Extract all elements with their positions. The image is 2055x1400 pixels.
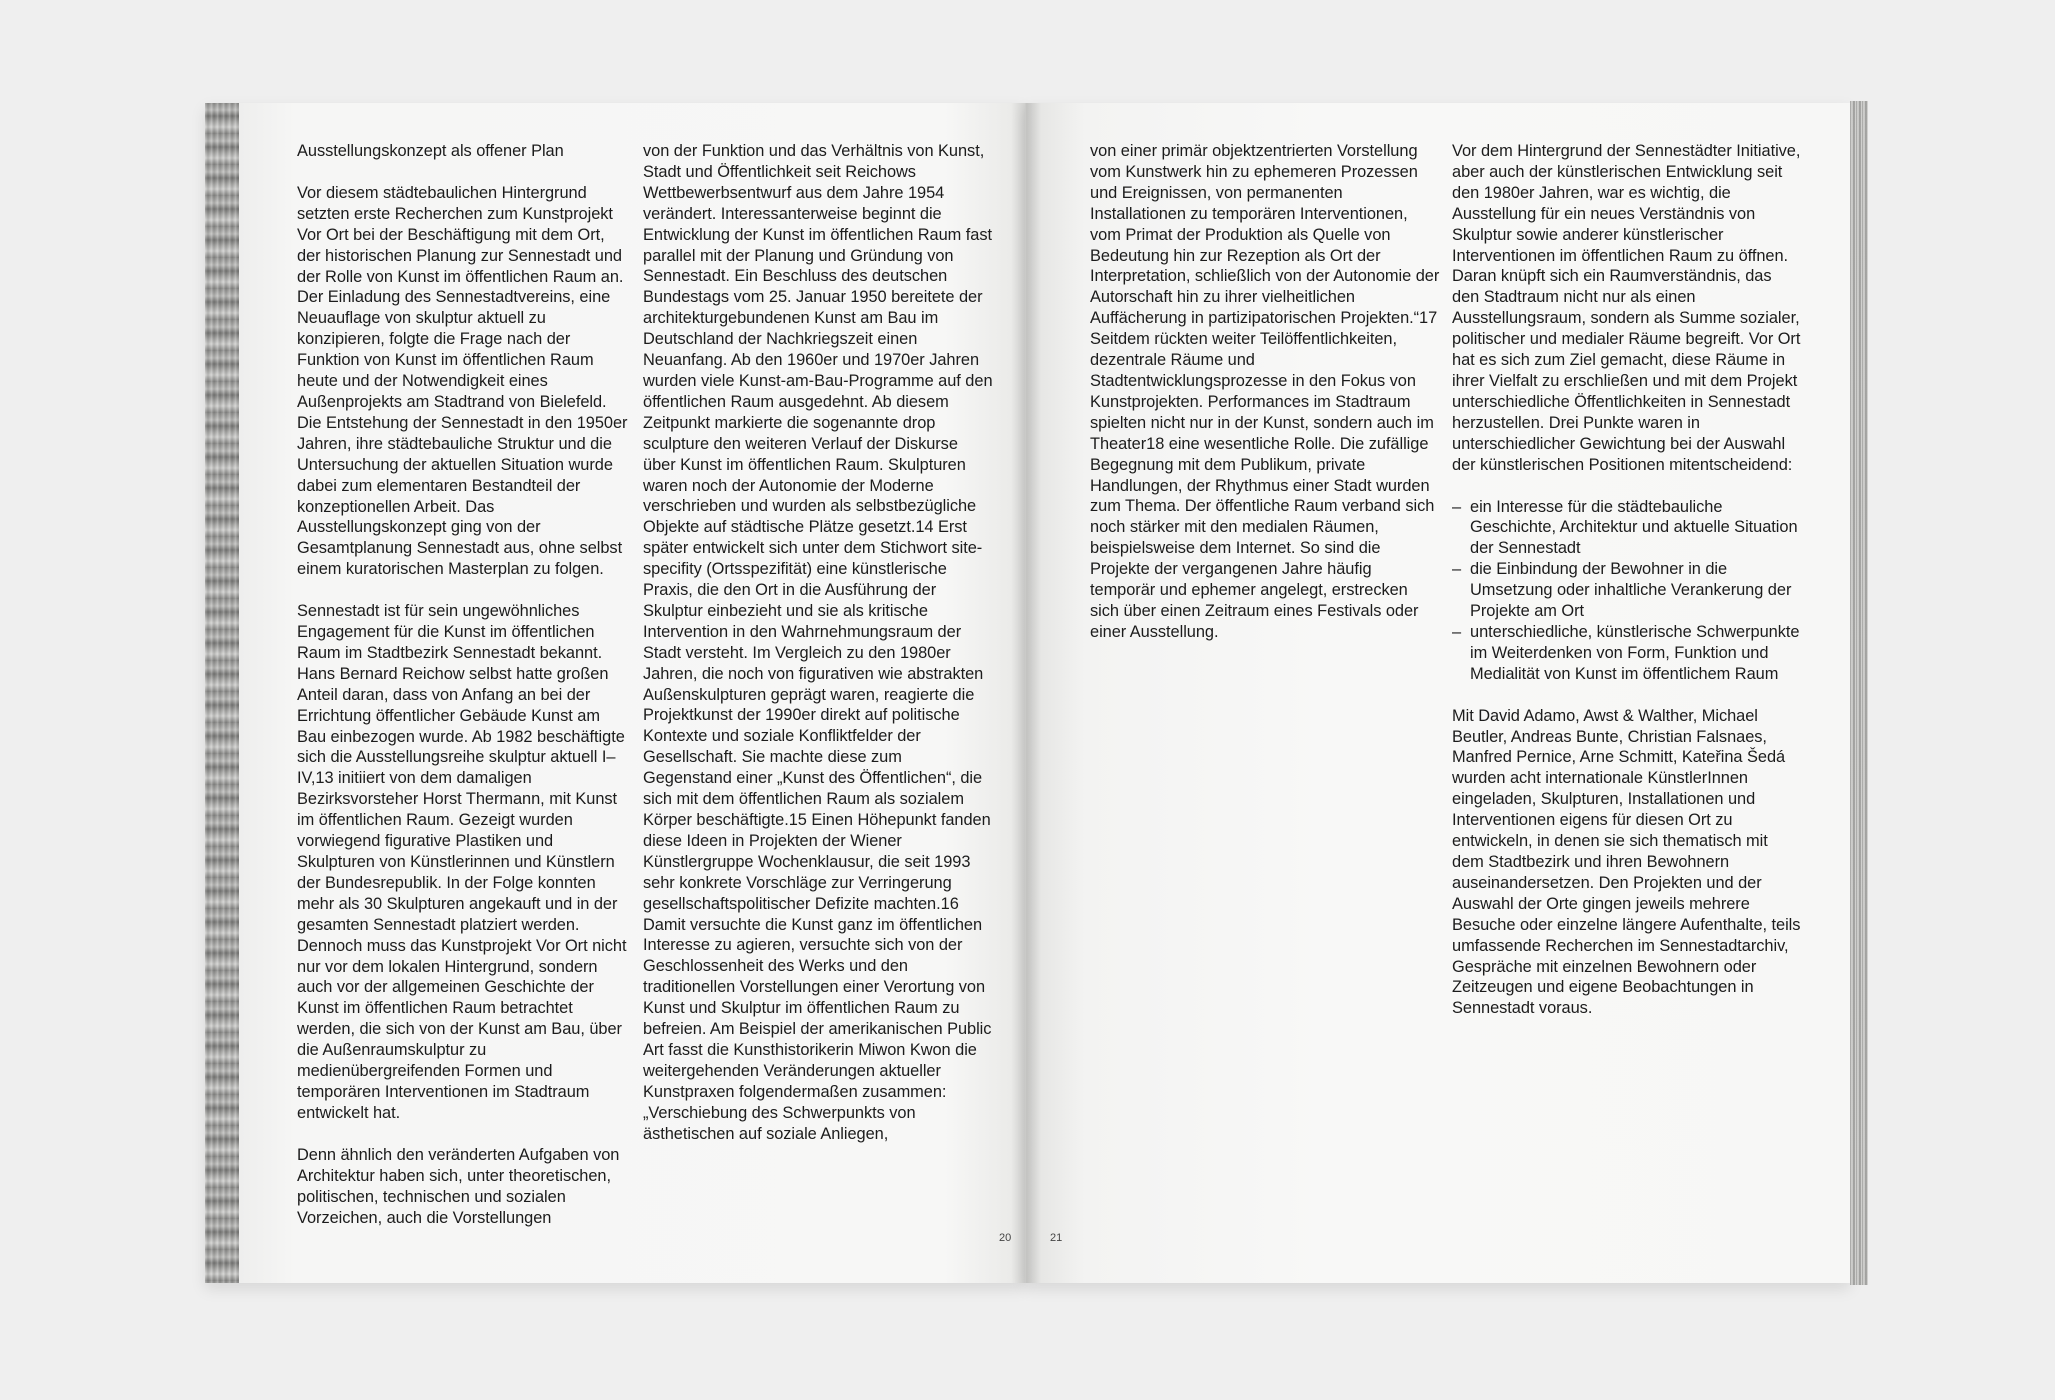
gutter-shadow xyxy=(1011,103,1041,1283)
left-page xyxy=(205,103,1025,1283)
paragraph: Denn ähnlich den veränderten Aufgaben von Architektur haben sich, unter theoretischen, politischen, technischen und sozialen Vorzeichen, auch die Vorstellungen xyxy=(297,1145,620,1227)
paragraph: Vor dem Hintergrund der Sennestädter Initiative, aber auch der künstlerischen Entwicklung seit den 1980er Jahren, war es wichtig, die Ausstellung für ein neues Verständnis von Skulptur sowie anderer künstlerischer Interventionen im öffentlichen Raum zu öffnen. Daran knüpft sich ein Raumverständnis, das den Stadtraum nicht nur als einen Ausstellungsraum, sondern als Summe sozialer, politischer und medialer Räume begreift. Vor Ort hat es sich zum Ziel gemacht, diese Räume in ihrer Vielfalt zu erschließen und mit dem Projekt unterschiedliche Öffentlichkeiten in Sennestadt herzustellen. Drei Punkte waren in unterschiedlicher Gewichtung bei der Auswahl der künstlerischen Positionen mitentscheidend: xyxy=(1452,142,1801,474)
page-number-right: 21 xyxy=(1050,1232,1063,1244)
section-heading: Ausstellungskonzept als offener Plan xyxy=(297,142,564,160)
paragraph: von der Funktion und das Verhältnis von Kunst, Stadt und Öffentlichkeit seit Reichows Wettbewerbsentwurf aus dem Jahre 1954 verändert. Interessanterweise beginnt die Entwicklung der Kunst im öffentlichen Raum fast parallel mit der Planung und Gründung von Sennestadt. Ein Beschluss des deutschen Bundestags vom 25. Januar 1950 bereitete der architekturgebundenen Kunst am Bau im Deutschland der Nachkriegszeit einen Neuanfang. Ab den 1960er und 1970er Jahren wurden viele Kunst-am-Bau-Programme auf den öffentlichen Raum ausgedehnt. Ab diesem Zeitpunkt markierte die sogenannte drop sculpture den weiteren Verlauf der Diskurse über Kunst im öffentlichen Raum. Skulpturen waren noch der Autonomie der Moderne verschrieben und wurden als selbstbezügliche Objekte auf städtische Plätze gesetzt.14 Erst später entwickelt sich unter dem Stichwort site-specifity (Ortsspezifität) eine künstlerische Praxis, die den Ort in die Ausführung der Skulptur einbezieht und sie als kritische Intervention in den Wahrnehmungsraum der Stadt versteht. Im Vergleich zu den 1980er Jahren, die noch von figurativen wie abstrakten Außenskulpturen geprägt waren, reagierte die Projektkunst der 1990er direkt auf politische Kontexte und soziale Konfliktfelder der Gesellschaft. Sie machte diese zum Gegenstand einer „Kunst des Öffentlichen“, die sich mit dem öffentlichen Raum als sozialem Körper beschäftigte.15 Einen Höhepunkt fanden diese Ideen in Projekten der Wiener Künstlergruppe Wochenklausur, die seit 1993 sehr konkrete Vorschläge zur Verringerung gesellschaftspolitischer Defizite machten.16 Damit versuchte die Kunst ganz im öffentlichen Interesse zu agieren, versuchte sich von der Geschlossenheit des Werks und den traditionellen Vorstellungen einer Verortung von Kunst und Skulptur im öffentlichen Raum zu befreien. Am Beispiel der amerikanischen Public Art fasst die Kunsthistorikerin Miwon Kwon die weitergehenden Veränderungen aktueller Kunstpraxen folgendermaßen zusammen: „Verschiebung des Schwerpunkts von ästhetischen auf soziale Anliegen, xyxy=(643,142,993,1143)
photo-strip-edge xyxy=(205,103,239,1283)
book-spread xyxy=(205,103,1875,1283)
page-number-left: 20 xyxy=(999,1232,1012,1244)
right-column-1 xyxy=(1090,141,1440,664)
list-item: – ein Interesse für die städtebauliche Geschichte, Architektur und aktuelle Situation der Sennestadt xyxy=(1452,497,1802,560)
paragraph: Mit David Adamo, Awst & Walther, Michael Beutler, Andreas Bunte, Christian Falsnaes, Manfred Pernice, Arne Schmitt, Kateřina Šedá wurden acht internationale KünstlerInnen eingeladen, Skulpturen, Installationen und Interventionen eigens für diesen Ort zu entwickeln, in denen sie sich thematisch mit dem Stadtbezirk und ihren Bewohnern auseinandersetzen. Den Projekten und der Auswahl der Orte gingen jeweils mehrere Besuche oder einzelne längere Aufenthalte, teils umfassende Recherchen im Sennestadtarchiv, Gespräche mit einzelnen Bewohnern oder Zeitzeugen und eigene Beobachtungen in Sennestadt voraus. xyxy=(1452,706,1801,1018)
criteria-list xyxy=(1452,497,1802,685)
left-column-1 xyxy=(297,141,632,1249)
page-stack-edge xyxy=(1850,101,1868,1285)
right-column-2 xyxy=(1452,141,1802,1040)
list-item: – unterschiedliche, künstlerische Schwerpunkte im Weiterdenken von Form, Funktion und Medialität von Kunst im öffentlichem Raum xyxy=(1452,622,1802,685)
paragraph: Vor diesem städtebaulichen Hintergrund setzten erste Recherchen zum Kunstprojekt Vor Ort bei der Beschäftigung mit dem Ort, der historischen Planung zur Sennestadt und der Rolle von Kunst im öffentlichen Raum an. Der Einladung des Sennestadtvereins, eine Neuauflage von skulptur aktuell zu konzipieren, folgte die Frage nach der Funktion von Kunst im öffentlichen Raum heute und der Notwendigkeit eines Außenprojekts am Stadtrand von Bielefeld. Die Entstehung der Sennestadt in den 1950er Jahren, ihre städtebauliche Struktur und die Untersuchung der aktuellen Situation wurde dabei zum elementaren Bestandteil der konzeptionellen Arbeit. Das Ausstellungskonzept ging von der Gesamtplanung Sennestadt aus, ohne selbst einem kuratorischen Masterplan zu folgen. xyxy=(297,183,628,579)
paragraph: von einer primär objektzentrierten Vorstellung vom Kunstwerk hin zu ephemeren Prozessen und Ereignissen, von permanenten Installationen zu temporären Interventionen, vom Primat der Produktion als Quelle von Bedeutung hin zur Rezeption als Ort der Interpretation, schließlich von der Autonomie der Autorschaft hin zu ihrer vielheitlichen Auffächerung in partizipatorischen Projekten.“17 Seitdem rückten weiter Teilöffentlichkeiten, dezentrale Räume und Stadtentwicklungsprozesse in den Fokus von Kunstprojekten. Performances im Stadtraum spielten nicht nur in der Kunst, sondern auch im Theater18 eine wesentliche Rolle. Die zufällige Begegnung mit dem Publikum, private Handlungen, der Rhythmus einer Stadt wurden zum Thema. Der öffentliche Raum verband sich noch stärker mit den medialen Räumen, beispielsweise dem Internet. So sind die Projekte der vergangenen Jahre häufig temporär und ephemer angelegt, erstrecken sich über einen Zeitraum eines Festivals oder einer Ausstellung. xyxy=(1090,142,1440,641)
list-item: – die Einbindung der Bewohner in die Umsetzung oder inhaltliche Verankerung der Projekte am Ort xyxy=(1452,559,1802,622)
paragraph: Sennestadt ist für sein ungewöhnliches Engagement für die Kunst im öffentlichen Raum im Stadtbezirk Sennestadt bekannt. Hans Bernard Reichow selbst hatte großen Anteil daran, dass von Anfang an bei der Errichtung öffentlicher Gebäude Kunst am Bau einbezogen wurde. Ab 1982 beschäftigte sich die Ausstellungsreihe skulptur aktuell I–IV,13 initiiert von dem damaligen Bezirksvorsteher Horst Thermann, mit Kunst im öffentlichen Raum. Gezeigt wurden vorwiegend figurative Plastiken und Skulpturen von Künstlerinnen und Künstlern der Bundesrepublik. In der Folge konnten mehr als 30 Skulpturen angekauft und in der gesamten Sennestadt platziert werden. Dennoch muss das Kunstprojekt Vor Ort nicht nur vor dem lokalen Hintergrund, sondern auch vor der allgemeinen Geschichte der Kunst im öffentlichen Raum betrachtet werden, die sich von der Kunst am Bau, über die Außenraumskulptur zu medienübergreifenden Formen und temporären Interventionen im Stadtraum entwickelt hat. xyxy=(297,602,627,1122)
left-column-2 xyxy=(643,141,993,1166)
